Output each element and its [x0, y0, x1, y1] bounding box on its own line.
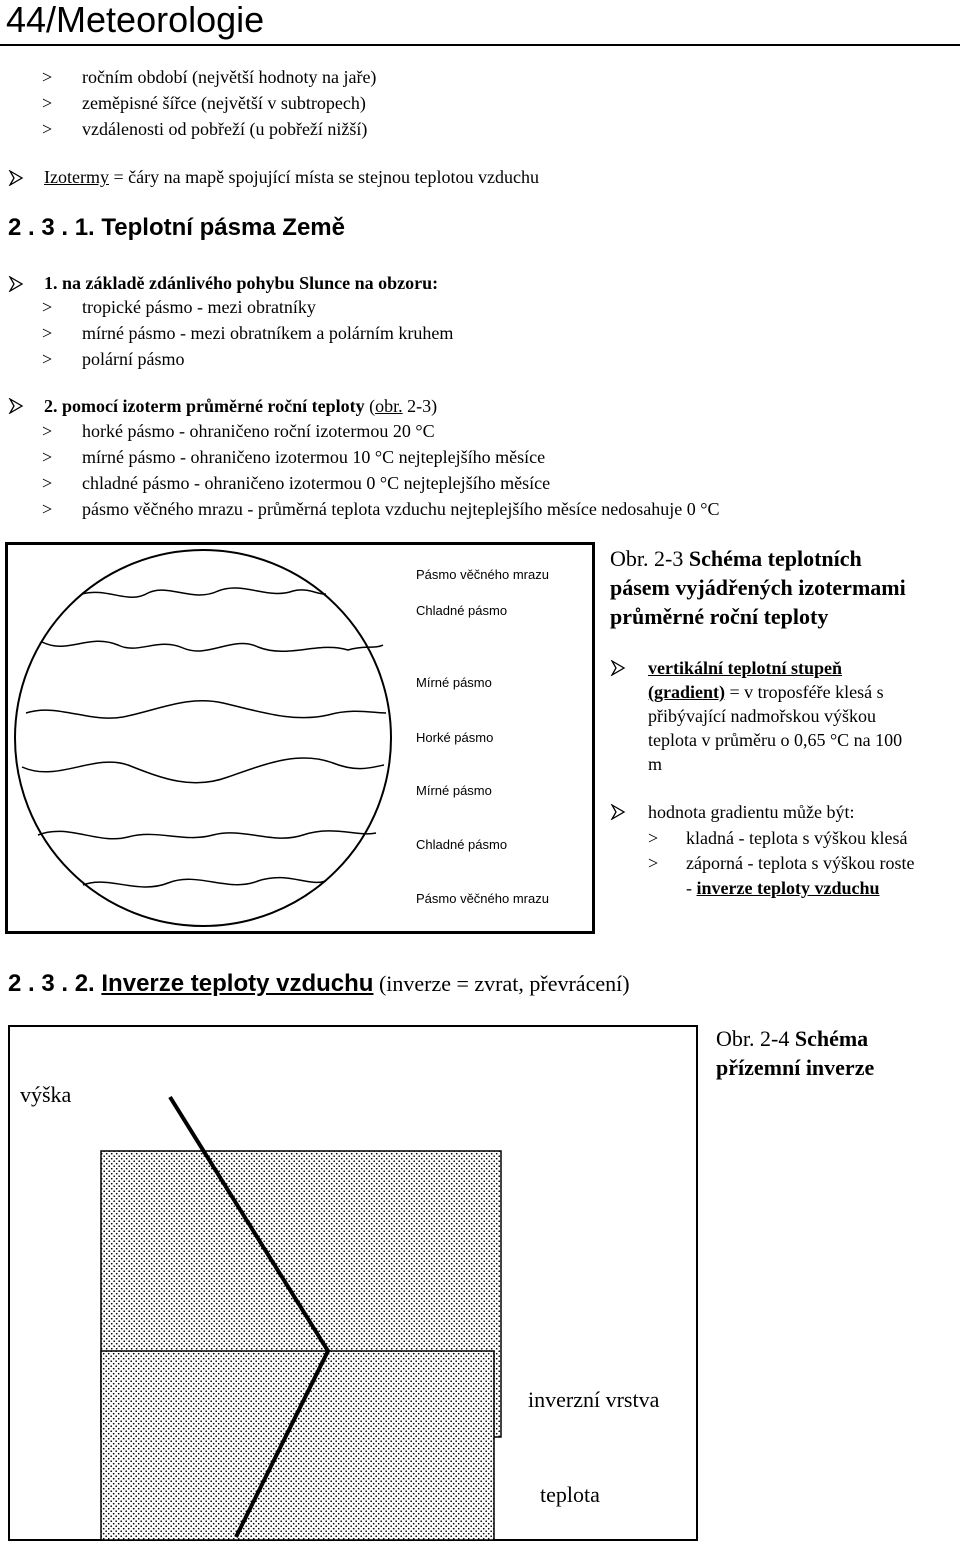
list-item-text: horké pásmo - ohraničeno roční izotermou 20 °C — [82, 421, 435, 441]
izotermy-text: = čáry na mapě spojující místa se stejnou teplotou vzduchu — [108, 167, 540, 187]
zone-label: Mírné pásmo — [416, 783, 492, 798]
section-note: (inverze = zvrat, převrácení) — [373, 971, 630, 996]
list-item-text: chladné pásmo - ohraničeno izotermou 0 °C nejteplejšího měsíce — [82, 473, 551, 493]
axis-label-height: výška — [20, 1082, 72, 1107]
caption-prefix: Obr. 2-3 — [610, 546, 689, 571]
izotermy-definition — [44, 166, 539, 188]
gt-bullet: > — [42, 67, 53, 87]
basis2-title-bold: 2. pomocí izoterm průměrné roční teploty — [44, 396, 365, 416]
gradient-line5: m — [648, 754, 663, 774]
page-title: 44/Meteorologie — [6, 0, 265, 40]
figure1-caption-line3: průměrné roční teploty — [610, 604, 829, 629]
arrow-bullet-icon — [8, 276, 24, 292]
isotherm-line — [38, 831, 376, 839]
isotherm-line — [26, 701, 386, 718]
zone-label: Pásmo věčného mrazu — [416, 891, 549, 906]
isotherm-line — [82, 588, 326, 597]
gt-bullet: > — [42, 349, 53, 369]
gt-bullet: > — [648, 853, 659, 873]
gt-bullet: > — [42, 421, 53, 441]
basis2-ref-rest: 2-3) — [402, 396, 438, 416]
figure1-caption-line1 — [610, 544, 862, 573]
gt-bullet: > — [42, 297, 53, 317]
isotherm-line — [83, 878, 326, 887]
list-item — [42, 92, 52, 114]
list-item-text: vzdálenosti od pobřeží (u pobřeží nižší) — [82, 119, 368, 139]
zone-label: Pásmo věčného mrazu — [416, 567, 549, 582]
list-item-text: polární pásmo — [82, 349, 185, 369]
list-item-text: ročním období (největší hodnoty na jaře) — [82, 67, 377, 87]
list-item-text: pásmo věčného mrazu - průměrná teplota vzduchu nejteplejšího měsíce nedosahuje 0 °C — [82, 499, 720, 519]
inversion-layer-dotted — [101, 1151, 501, 1437]
gradient-line4: teplota v průměru o 0,65 °C na 100 — [648, 730, 903, 750]
gt-bullet: > — [42, 323, 53, 343]
gradient-line2 — [648, 680, 884, 704]
dash: - — [686, 878, 697, 898]
ground-inversion-graphic — [8, 1025, 698, 1541]
gradient-term-2: (gradient) — [648, 682, 725, 702]
zone-label: Mírné pásmo — [416, 675, 492, 690]
gt-bullet: > — [42, 473, 53, 493]
globe-outline — [15, 550, 391, 926]
arrow-bullet-icon — [8, 170, 24, 186]
basis2-ref-link: obr. — [375, 396, 403, 416]
gradient-term: vertikální teplotní stupeň — [648, 658, 843, 678]
figure-temperature-zones — [5, 542, 595, 934]
list-item-text: mírné pásmo - mezi obratníkem a polárním kruhem — [82, 323, 454, 343]
figure2-caption-line1 — [716, 1024, 868, 1053]
basis1-title: 1. na základě zdánlivého pohybu Slunce na obzoru: — [44, 273, 439, 293]
isotherm-line — [42, 641, 383, 651]
list-item-text: mírné pásmo - ohraničeno izotermou 10 °C nejteplejšího měsíce — [82, 447, 546, 467]
zone-label: Horké pásmo — [416, 730, 494, 745]
section-heading-232 — [8, 970, 630, 998]
gt-bullet: > — [42, 93, 53, 113]
zone-label: Chladné pásmo — [416, 603, 508, 618]
caption-bold: Schéma teplotních — [688, 546, 862, 571]
gt-bullet: > — [42, 499, 53, 519]
caption-bold: Schéma — [794, 1026, 869, 1051]
axis-label-temperature: teplota — [540, 1482, 600, 1507]
list-item-text: tropické pásmo - mezi obratníky — [82, 297, 316, 317]
list-item — [42, 66, 52, 88]
arrow-bullet-icon — [8, 398, 24, 414]
gt-bullet: > — [42, 119, 53, 139]
globe-diagram — [8, 545, 592, 931]
arrow-bullet-icon — [610, 660, 626, 676]
section-heading-231: 2 . 3 . 1. Teplotní pásma Země — [8, 214, 345, 241]
figure1-caption-line2: pásem vyjádřených izotermami — [610, 575, 906, 600]
caption-prefix: Obr. 2-4 — [716, 1026, 795, 1051]
gt-bullet: > — [648, 828, 659, 848]
list-item-text: kladná - teplota s výškou klesá — [686, 828, 908, 848]
basis2-ref-open: ( — [364, 396, 376, 416]
gt-bullet: > — [42, 447, 53, 467]
zone-label: Chladné pásmo — [416, 837, 508, 852]
list-item-text: zeměpisné šířce (největší v subtropech) — [82, 93, 366, 113]
gradient-line3: přibývající nadmořskou výškou — [648, 706, 876, 726]
izotermy-term: Izotermy — [44, 167, 109, 187]
section-heading-text: Inverze teploty vzduchu — [101, 970, 374, 997]
isotherm-line — [22, 758, 384, 783]
gradient-text: = v troposféře klesá s — [724, 682, 884, 702]
section-number: 2 . 3 . 2. — [8, 970, 102, 997]
gradient-values-title: hodnota gradientu může být: — [648, 802, 855, 822]
list-item-text: záporná - teplota s výškou roste — [686, 853, 915, 873]
arrow-bullet-icon — [610, 804, 626, 820]
header-rule — [0, 44, 960, 46]
basis2-title — [44, 395, 437, 417]
list-item — [42, 118, 52, 140]
inverse-line — [686, 876, 879, 900]
inverse-term: inverze teploty vzduchu — [696, 878, 880, 898]
label-inversion-layer: inverzní vrstva — [528, 1387, 660, 1412]
figure2-caption-line2: přízemní inverze — [716, 1055, 875, 1080]
